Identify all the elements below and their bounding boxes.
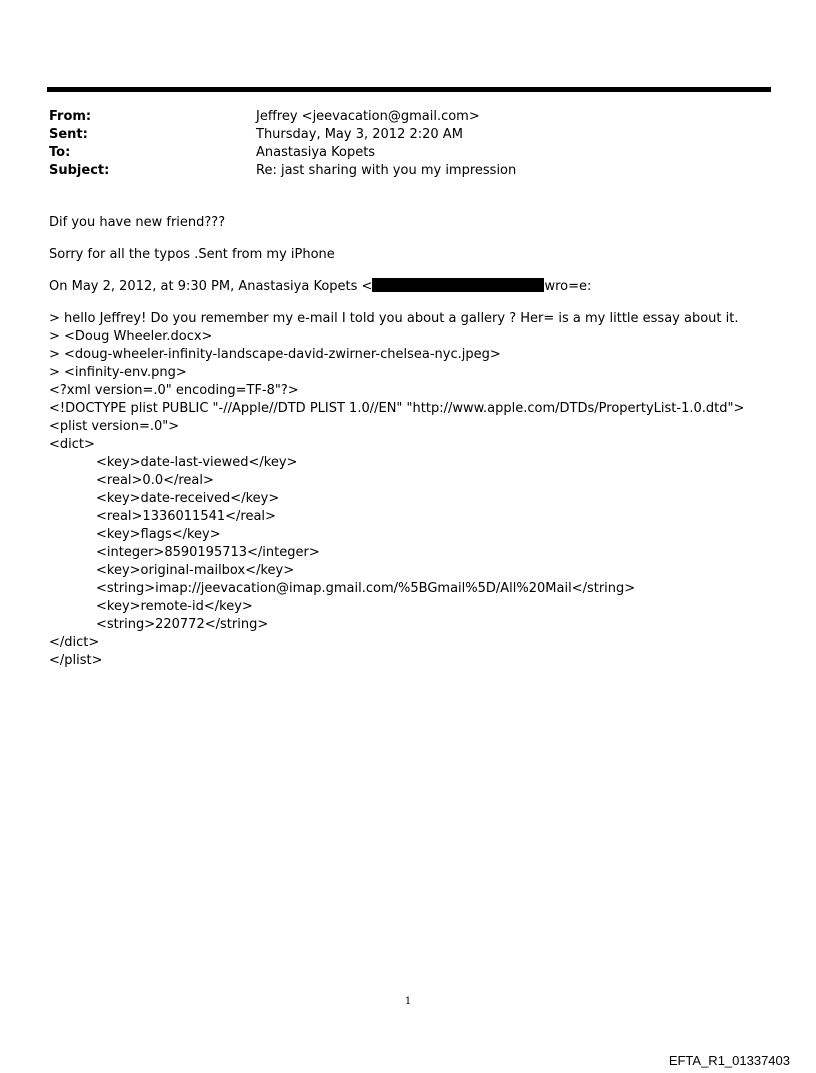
quote-intro-suffix: wro=e:	[544, 279, 592, 294]
sent-label: Sent:	[49, 127, 88, 142]
email-header	[49, 108, 729, 180]
xml-line: </plist>	[49, 653, 103, 668]
xml-line: <string>imap://jeevacation@imap.gmail.com/%5BGmail%5D/All%20Mail</string>	[96, 581, 636, 596]
xml-line: <string>220772</string>	[96, 617, 269, 632]
xml-line: <key>original-mailbox</key>	[96, 563, 295, 578]
subject-label: Subject:	[49, 163, 110, 178]
xml-line: <real>1336011541</real>	[96, 509, 276, 524]
xml-line: <real>0.0</real>	[96, 473, 214, 488]
quoted-line: > hello Jeffrey! Do you remember my e-mail I told you about a gallery ? Her= is a my little essay about it.	[49, 311, 739, 326]
subject-row	[49, 162, 729, 180]
xml-line: <dict>	[49, 437, 95, 452]
xml-line: <!DOCTYPE plist PUBLIC "-//Apple//DTD PLIST 1.0//EN" "http://www.apple.com/DTDs/PropertyList-1.0.dtd">	[49, 401, 745, 416]
sent-row	[49, 126, 729, 144]
xml-line: <key>date-last-viewed</key>	[96, 455, 298, 470]
xml-line: <integer>8590195713</integer>	[96, 545, 320, 560]
from-row	[49, 108, 729, 126]
xml-line: <plist version=.0">	[49, 419, 180, 434]
quoted-line: > <Doug Wheeler.docx>	[49, 329, 213, 344]
subject-value: Re: jast sharing with you my impression	[256, 163, 517, 178]
redaction-box	[372, 278, 544, 292]
to-label: To:	[49, 145, 71, 160]
from-label: From:	[49, 109, 92, 124]
to-row	[49, 144, 729, 162]
xml-line: <key>flags</key>	[96, 527, 221, 542]
header-divider	[47, 87, 771, 92]
from-value: Jeffrey <jeevacation@gmail.com>	[256, 109, 480, 124]
to-value: Anastasiya Kopets	[256, 145, 376, 160]
body-line: Dif you have new friend???	[49, 215, 226, 230]
quote-intro	[49, 278, 769, 296]
quote-intro-text: On May 2, 2012, at 9:30 PM, Anastasiya Kopets <	[49, 279, 373, 294]
xml-line: <key>remote-id</key>	[96, 599, 253, 614]
xml-line: <key>date-received</key>	[96, 491, 280, 506]
email-body	[49, 214, 769, 670]
quoted-line: > <infinity-env.png>	[49, 365, 187, 380]
xml-line: </dict>	[49, 635, 100, 650]
quoted-line: > <doug-wheeler-infinity-landscape-david-zwirner-chelsea-nyc.jpeg>	[49, 347, 501, 362]
body-line: Sorry for all the typos .Sent from my iPhone	[49, 247, 335, 262]
document-id: EFTA_R1_01337403	[668, 1053, 790, 1068]
sent-value: Thursday, May 3, 2012 2:20 AM	[256, 127, 463, 142]
page-number: 1	[404, 996, 412, 1007]
xml-line: <?xml version=.0" encoding=TF-8"?>	[49, 383, 299, 398]
